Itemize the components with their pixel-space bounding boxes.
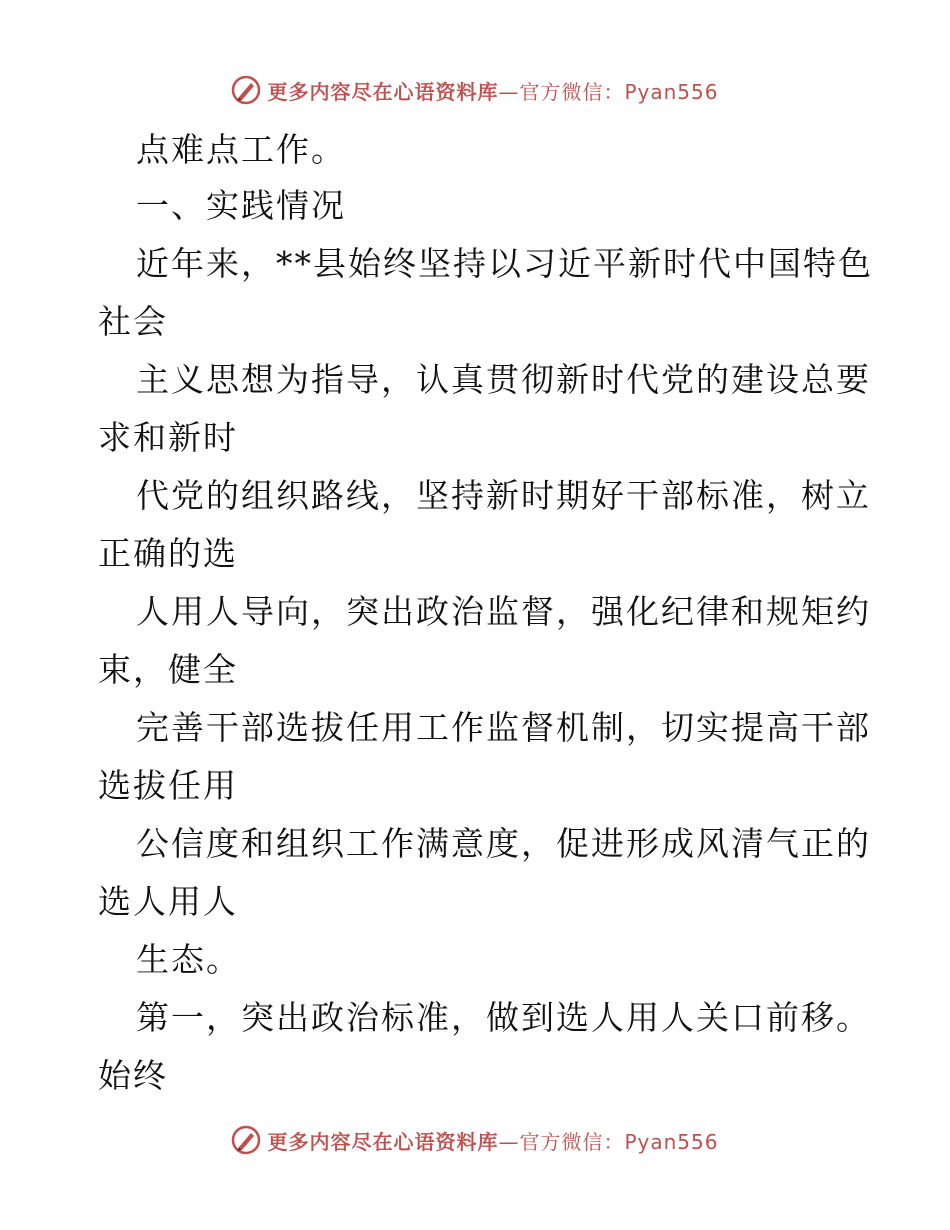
footer-banner-wechat: 官方微信：Pyan556 [519, 1129, 719, 1154]
header-banner [0, 72, 950, 108]
body-line: 选人用人 [98, 882, 238, 921]
body-line: 第一，突出政治标准，做到选人用人关口前移。 [136, 998, 871, 1037]
body-line: 选拔任用 [98, 766, 238, 805]
header-banner-wechat: 官方微信：Pyan556 [519, 79, 719, 104]
footer-banner [0, 1122, 950, 1158]
body-line: 始终 [98, 1056, 168, 1095]
footer-banner-separator: — [498, 1129, 520, 1154]
body-line: 公信度和组织工作满意度，促进形成风清气正的 [136, 824, 871, 863]
footer-banner-text [267, 1126, 718, 1155]
body-line: 人用人导向，突出政治监督，强化纪律和规矩约 [136, 592, 871, 631]
body-line: 点难点工作。 [136, 130, 346, 169]
body-line: 正确的选 [98, 534, 238, 573]
footer-banner-title: 更多内容尽在心语资料库 [267, 1129, 499, 1154]
header-banner-title: 更多内容尽在心语资料库 [267, 79, 499, 104]
body-line: 社会 [98, 302, 168, 341]
header-banner-separator: — [498, 79, 520, 104]
body-line: 一、实践情况 [136, 186, 346, 225]
body-line: 束，健全 [98, 650, 238, 689]
body-line: 生态。 [136, 940, 241, 979]
body-line: 求和新时 [98, 418, 238, 457]
body-line: 完善干部选拔任用工作监督机制，切实提高干部 [136, 708, 871, 747]
pen-logo-icon [231, 1125, 261, 1155]
body-line: 近年来，**县始终坚持以习近平新时代中国特色 [136, 244, 873, 283]
body-line: 主义思想为指导，认真贯彻新时代党的建设总要 [136, 360, 871, 399]
body-line: 代党的组织路线，坚持新时期好干部标准，树立 [136, 476, 871, 515]
pen-logo-icon [231, 75, 261, 105]
header-banner-text [267, 76, 718, 105]
